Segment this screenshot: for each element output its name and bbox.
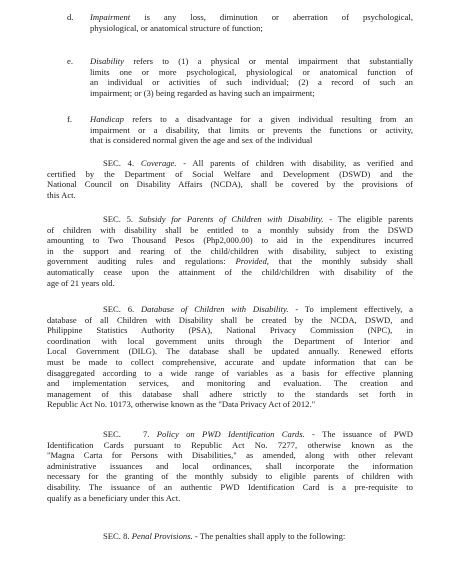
section-title: Policy on PWD Identification Cards.: [156, 429, 305, 439]
definition-letter-d: d.: [67, 12, 74, 22]
section-number: SEC. 5.: [103, 214, 134, 224]
section-5: SEC. 5. Subsidy for Parents of Children with Disability. - The eligible parents of children with disability shall be entitled to a monthly subsidy from the DSWD amounting to Two Thousand Pesos (Php2,000.00) to aid in the expenditures incurred in the support and rearing of the child/children with disability, subject to existing government auditing rules and regulations: Provided, that the monthly subsidy shall automatically cease upon the attainment of the child/children with disability of the age of 21 years old.: [47, 214, 413, 288]
section-number: SEC. 8.: [103, 531, 130, 541]
section-number: SEC. 7.: [103, 429, 150, 439]
definition-term: Handicap: [90, 114, 124, 124]
section-4: SEC. 4. Coverage. - All parents of children with disability, as verified and certified by the Department of Social Welfare and Development (DSWD) and the National Council on Disability Affairs (NCDA), shall be covered by the provisions of this Act.: [47, 158, 413, 200]
section-6: SEC. 6. Database of Children with Disability. - To implement effectively, a database of all Children with Disability shall be created by the NCDA, DSWD, and Philippine Statistics Authority (PSA), National Privacy Commission (NPC), in coordination with local government units through the Department of Interior and Local Government (DILG). The database shall be updated annually. Renewed efforts must be made to collect comprehensive, accurate and update information that can be disaggregated according to a wide range of variables as a basis for effective planning and implementation services, and monitoring and evaluation. The creation and management of this database shall adhere strictly to the standards set forth in Republic Act No. 10173, otherwise known as the "Data Privacy Act of 2012.": [47, 304, 414, 410]
section-number: SEC. 6.: [103, 304, 135, 314]
definition-handicap: Handicap refers to a disadvantage for a given individual resulting from an impairment or a disability, that limits or prevents the functions or activity, that is considered normal given the age and sex of the individual: [90, 114, 413, 146]
section-title: Subsidy for Parents of Children with Disability.: [138, 214, 324, 224]
definition-term: Impairment: [90, 12, 131, 22]
provided-word: Provided,: [235, 256, 269, 267]
section-title: Database of Children with Disability.: [140, 304, 289, 314]
section-title: Penal Provisions.: [131, 531, 193, 541]
definition-letter-f: f.: [67, 114, 73, 124]
definition-impairment: Impairment is any loss, diminution or aberration of psychological, physiological, or anatomical structure of function;: [90, 12, 413, 33]
definition-term: Disability: [90, 56, 124, 66]
definition-disability: Disability refers to (1) a physical or mental impairment that substantially limits one or more psychological, physiological or anatomical function of an individual or activities of such individual; (2) a record of such an impairment; or (3) being regarded as having such an impairment;: [90, 56, 413, 98]
section-title: Coverage.: [140, 158, 177, 168]
section-7: SEC. 7. Policy on PWD Identification Cards. - The issuance of PWD Identification Cards pursuant to Republic Act No. 7277, otherwise known as the "Magna Carta for Persons with Disabilities," as amended, along with other relevant administrative issuances and local ordinances, shall incorporate the information necessary for the granting of the monthly subsidy to eligible parents of children with disability. The issuance of an authentic PWD Identification Card is a pre-requisite to qualify as a beneficiary under this Act.: [47, 429, 413, 503]
definition-letter-e: e.: [67, 56, 73, 66]
section-8: SEC. 8. Penal Provisions. - The penalties shall apply to the following:: [103, 531, 346, 541]
section-number: SEC. 4.: [103, 158, 135, 168]
